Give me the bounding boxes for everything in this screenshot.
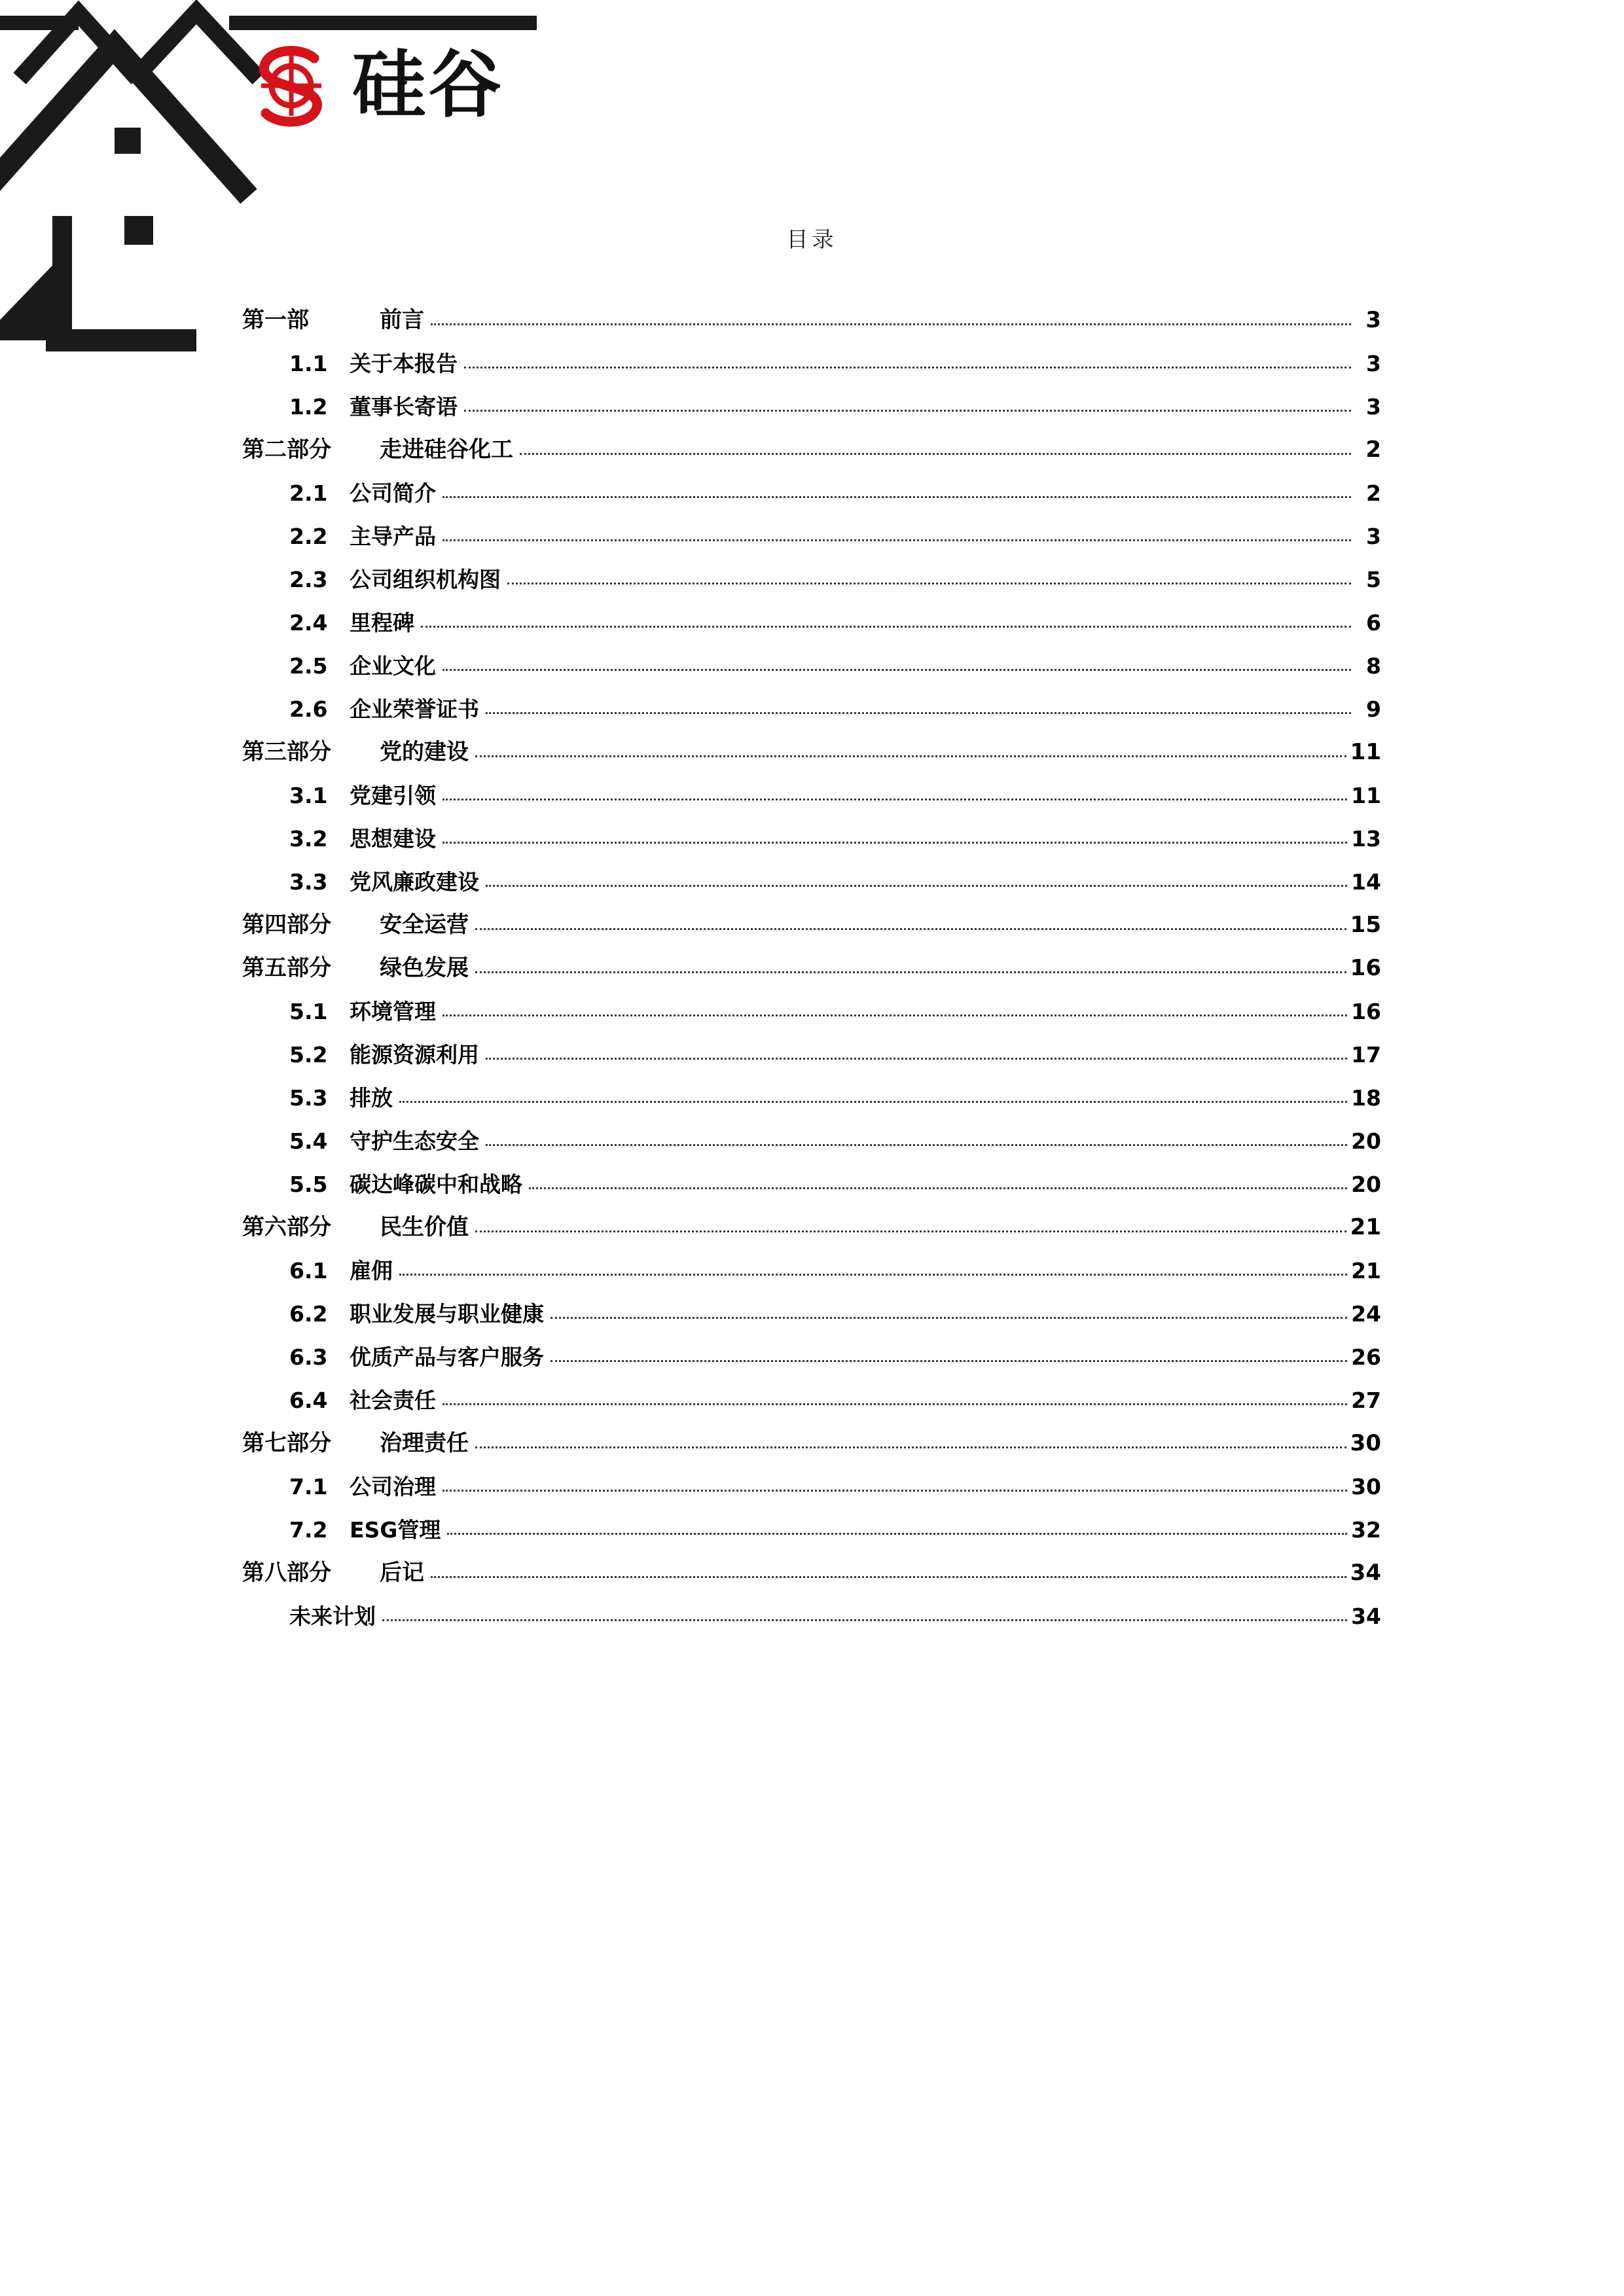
toc-entry-title: ESG管理 <box>350 1517 441 1543</box>
toc-leader-dots <box>550 1316 1347 1319</box>
toc-entry-title: 企业荣誉证书 <box>350 696 479 722</box>
toc-entry-number: 3.3 <box>289 869 328 895</box>
toc-entry-page: 3 <box>1366 524 1381 549</box>
toc-entry-page: 16 <box>1350 955 1381 981</box>
toc-entry[interactable] <box>242 1066 1381 1109</box>
toc-entry-page: 11 <box>1350 739 1381 765</box>
toc-entry-label <box>289 1390 436 1411</box>
toc-entry-page: 3 <box>1366 394 1381 420</box>
toc-entry[interactable] <box>242 504 1381 547</box>
toc-entry-label <box>289 353 458 374</box>
toc-entry-number: 6.4 <box>289 1388 328 1413</box>
toc-entry-page: 8 <box>1366 653 1381 679</box>
toc-leader-dots <box>529 1187 1347 1189</box>
toc-leader-dots <box>442 798 1347 800</box>
toc-entry-label <box>242 309 424 331</box>
toc-entry-page: 20 <box>1351 1172 1381 1197</box>
toc-entry-label <box>242 741 469 763</box>
toc-entry-title: 未来计划 <box>289 1604 376 1629</box>
toc-entry-title: 里程碑 <box>350 610 414 636</box>
toc-entry[interactable] <box>242 374 1381 418</box>
toc-entry-label <box>242 1432 469 1454</box>
toc-entry-label <box>289 1476 436 1498</box>
toc-leader-dots <box>431 323 1351 325</box>
toc-heading: 目录 <box>786 226 838 252</box>
toc-entry-title: 安全运营 <box>380 912 469 938</box>
toc-leader-dots <box>464 409 1351 412</box>
toc-entry-page: 26 <box>1351 1344 1381 1370</box>
toc-entry-number: 第一部 <box>242 307 309 333</box>
toc-entry-title: 党风廉政建设 <box>350 869 479 895</box>
toc-entry-number: 第六部分 <box>242 1214 331 1240</box>
toc-entry-number: 第四部分 <box>242 912 331 938</box>
toc-entry-page: 2 <box>1366 480 1381 506</box>
toc-entry-number: 7.2 <box>289 1517 328 1543</box>
toc-leader-dots <box>399 1273 1347 1276</box>
toc-entry[interactable] <box>242 1498 1381 1541</box>
toc-entry-page: 6 <box>1366 610 1381 636</box>
toc-entry[interactable] <box>242 634 1381 677</box>
toc-entry-page: 24 <box>1351 1301 1381 1327</box>
toc-entry-page: 27 <box>1351 1388 1381 1413</box>
toc-leader-dots <box>475 927 1346 930</box>
toc-entry-label <box>289 1001 436 1022</box>
toc-entry[interactable] <box>242 806 1381 850</box>
toc-entry[interactable] <box>242 720 1381 763</box>
toc-entry-page: 11 <box>1351 783 1381 808</box>
toc-entry-title: 党的建设 <box>380 739 469 765</box>
toc-entry-title: 党建引领 <box>350 783 436 808</box>
toc-entry-label <box>289 569 501 590</box>
toc-entry-label <box>289 612 414 634</box>
toc-entry-label <box>242 914 469 936</box>
toc-entry-label <box>242 957 469 979</box>
toc-entry[interactable] <box>242 893 1381 936</box>
toc-entry-title: 优质产品与客户服务 <box>350 1344 544 1370</box>
toc-entry[interactable] <box>242 1325 1381 1368</box>
toc-entry-number: 5.4 <box>289 1128 328 1154</box>
toc-entry-page: 30 <box>1351 1474 1381 1499</box>
toc-entry-number: 2.4 <box>289 610 328 636</box>
toc-entry-page: 20 <box>1351 1128 1381 1154</box>
toc-entry-page: 3 <box>1366 351 1381 376</box>
toc-entry[interactable] <box>242 590 1381 634</box>
toc-entry-page: 3 <box>1365 307 1381 333</box>
toc-entry-title: 后记 <box>380 1560 424 1586</box>
table-of-contents <box>242 288 1381 1627</box>
toc-leader-dots <box>486 884 1347 887</box>
toc-entry[interactable] <box>242 1282 1381 1325</box>
toc-entry-title: 绿色发展 <box>380 955 469 981</box>
toc-entry[interactable] <box>242 1541 1381 1584</box>
toc-entry[interactable] <box>242 1022 1381 1066</box>
toc-entry[interactable] <box>242 1584 1381 1627</box>
toc-entry-label <box>289 1605 376 1627</box>
toc-entry[interactable] <box>242 763 1381 806</box>
toc-entry-label <box>242 439 513 461</box>
toc-entry-label <box>289 1303 544 1325</box>
toc-leader-dots <box>442 841 1347 844</box>
toc-leader-dots <box>520 452 1351 455</box>
toc-entry-number: 6.2 <box>289 1301 328 1327</box>
toc-entry-label <box>289 1044 479 1066</box>
toc-entry-page: 16 <box>1351 999 1381 1024</box>
toc-entry-title: 前言 <box>380 307 424 333</box>
toc-entry-label <box>242 1562 424 1584</box>
toc-entry-number: 2.2 <box>289 524 328 549</box>
toc-entry-title: 守护生态安全 <box>350 1128 479 1154</box>
toc-leader-dots <box>442 539 1351 541</box>
toc-entry-page: 13 <box>1351 826 1381 852</box>
toc-entry[interactable] <box>242 677 1381 720</box>
toc-leader-dots <box>447 1532 1347 1535</box>
toc-entry-number: 第七部分 <box>242 1430 331 1456</box>
toc-entry[interactable] <box>242 1152 1381 1195</box>
toc-entry-title: 公司治理 <box>350 1474 436 1499</box>
toc-leader-dots <box>464 366 1351 368</box>
toc-entry-number: 第三部分 <box>242 739 331 765</box>
toc-entry-title: 排放 <box>350 1085 393 1111</box>
toc-entry-title: 主导产品 <box>350 524 436 549</box>
toc-entry-title: 能源资源利用 <box>350 1042 479 1067</box>
toc-leader-dots <box>550 1359 1347 1362</box>
toc-entry-label <box>289 526 436 547</box>
toc-entry-label <box>289 1260 393 1282</box>
toc-entry-label <box>289 698 479 720</box>
toc-entry[interactable] <box>242 1238 1381 1282</box>
toc-entry-number: 6.1 <box>289 1258 328 1283</box>
toc-leader-dots <box>475 971 1346 973</box>
toc-entry[interactable] <box>242 288 1381 331</box>
toc-entry-page: 9 <box>1366 696 1381 722</box>
toc-entry-number: 1.2 <box>289 394 328 420</box>
toc-entry-title: 公司简介 <box>350 480 436 506</box>
toc-leader-dots <box>421 625 1351 628</box>
toc-leader-dots <box>475 1230 1346 1232</box>
toc-entry-label <box>289 828 436 850</box>
toc-entry-page: 17 <box>1351 1042 1381 1067</box>
toc-entry-page: 34 <box>1351 1604 1381 1629</box>
toc-entry-label <box>289 1346 544 1368</box>
toc-entry[interactable] <box>242 1411 1381 1454</box>
toc-leader-dots <box>431 1575 1346 1578</box>
logo-text: 硅谷 <box>352 43 504 128</box>
toc-entry[interactable] <box>242 461 1381 504</box>
toc-leader-dots <box>399 1100 1347 1103</box>
toc-entry-number: 第五部分 <box>242 955 331 981</box>
toc-entry-number: 5.2 <box>289 1042 328 1067</box>
toc-entry[interactable] <box>242 418 1381 461</box>
toc-entry-label <box>289 1130 479 1152</box>
toc-entry-label <box>242 1216 469 1238</box>
toc-entry-number: 2.5 <box>289 653 328 679</box>
toc-leader-dots <box>486 711 1351 714</box>
toc-entry-page: 21 <box>1350 1214 1381 1240</box>
toc-entry-page: 5 <box>1366 567 1381 592</box>
toc-entry-number: 1.1 <box>289 351 328 376</box>
toc-leader-dots <box>442 1014 1347 1016</box>
toc-leader-dots <box>486 1057 1347 1060</box>
toc-entry-title: 民生价值 <box>380 1214 469 1240</box>
toc-entry-number: 3.2 <box>289 826 328 852</box>
toc-entry[interactable] <box>242 547 1381 590</box>
toc-entry-page: 30 <box>1350 1430 1381 1456</box>
toc-entry-page: 32 <box>1351 1517 1381 1543</box>
toc-entry-title: 思想建设 <box>350 826 436 852</box>
toc-leader-dots <box>382 1619 1347 1621</box>
toc-entry-number: 7.1 <box>289 1474 328 1499</box>
toc-entry-page: 18 <box>1351 1085 1381 1111</box>
toc-entry-title: 雇佣 <box>350 1258 393 1283</box>
toc-entry-number: 6.3 <box>289 1344 328 1370</box>
toc-entry-title: 治理责任 <box>380 1430 469 1456</box>
toc-entry[interactable] <box>242 979 1381 1022</box>
toc-leader-dots <box>486 1143 1347 1146</box>
toc-entry-number: 第八部分 <box>242 1560 331 1586</box>
toc-entry-label <box>289 1519 441 1541</box>
toc-leader-dots <box>475 755 1346 757</box>
toc-entry-title: 环境管理 <box>350 999 436 1024</box>
toc-leader-dots <box>442 668 1351 671</box>
toc-leader-dots <box>442 1489 1347 1492</box>
toc-entry[interactable] <box>242 936 1381 979</box>
toc-entry-page: 34 <box>1350 1560 1381 1586</box>
toc-entry[interactable] <box>242 1368 1381 1411</box>
toc-entry-title: 关于本报告 <box>350 351 458 376</box>
toc-entry-number: 第二部分 <box>242 437 331 463</box>
toc-entry-label <box>289 871 479 893</box>
toc-leader-dots <box>442 495 1351 498</box>
toc-entry[interactable] <box>242 331 1381 374</box>
toc-entry-title: 公司组织机构图 <box>350 567 501 592</box>
toc-entry[interactable] <box>242 850 1381 893</box>
toc-entry-page: 15 <box>1350 912 1381 938</box>
toc-entry-page: 14 <box>1351 869 1381 895</box>
toc-entry[interactable] <box>242 1454 1381 1498</box>
toc-entry-page: 21 <box>1351 1258 1381 1283</box>
toc-entry-number: 2.1 <box>289 480 328 506</box>
toc-entry-label <box>289 655 436 677</box>
toc-entry-label <box>289 1174 522 1195</box>
toc-entry-title: 碳达峰碳中和战略 <box>350 1172 522 1197</box>
toc-leader-dots <box>507 582 1351 584</box>
toc-entry-number: 5.1 <box>289 999 328 1024</box>
toc-entry-title: 董事长寄语 <box>350 394 458 420</box>
toc-entry[interactable] <box>242 1195 1381 1238</box>
toc-entry-number: 5.3 <box>289 1085 328 1111</box>
toc-entry-label <box>289 1087 393 1109</box>
company-logo <box>242 36 504 134</box>
toc-entry-page: 2 <box>1365 437 1381 463</box>
toc-entry-label <box>289 482 436 504</box>
toc-leader-dots <box>442 1403 1347 1405</box>
toc-entry-label <box>289 785 436 806</box>
toc-entry-number: 5.5 <box>289 1172 328 1197</box>
toc-entry-title: 职业发展与职业健康 <box>350 1301 544 1327</box>
toc-entry-number: 3.1 <box>289 783 328 808</box>
toc-entry-number: 2.6 <box>289 696 328 722</box>
toc-entry-number: 2.3 <box>289 567 328 592</box>
toc-leader-dots <box>475 1446 1346 1448</box>
toc-entry-title: 社会责任 <box>350 1388 436 1413</box>
toc-entry-label <box>289 396 458 418</box>
toc-entry-title: 企业文化 <box>350 653 436 679</box>
toc-entry-title: 走进硅谷化工 <box>380 437 513 463</box>
logo-mark-icon <box>242 36 340 134</box>
toc-entry[interactable] <box>242 1109 1381 1152</box>
